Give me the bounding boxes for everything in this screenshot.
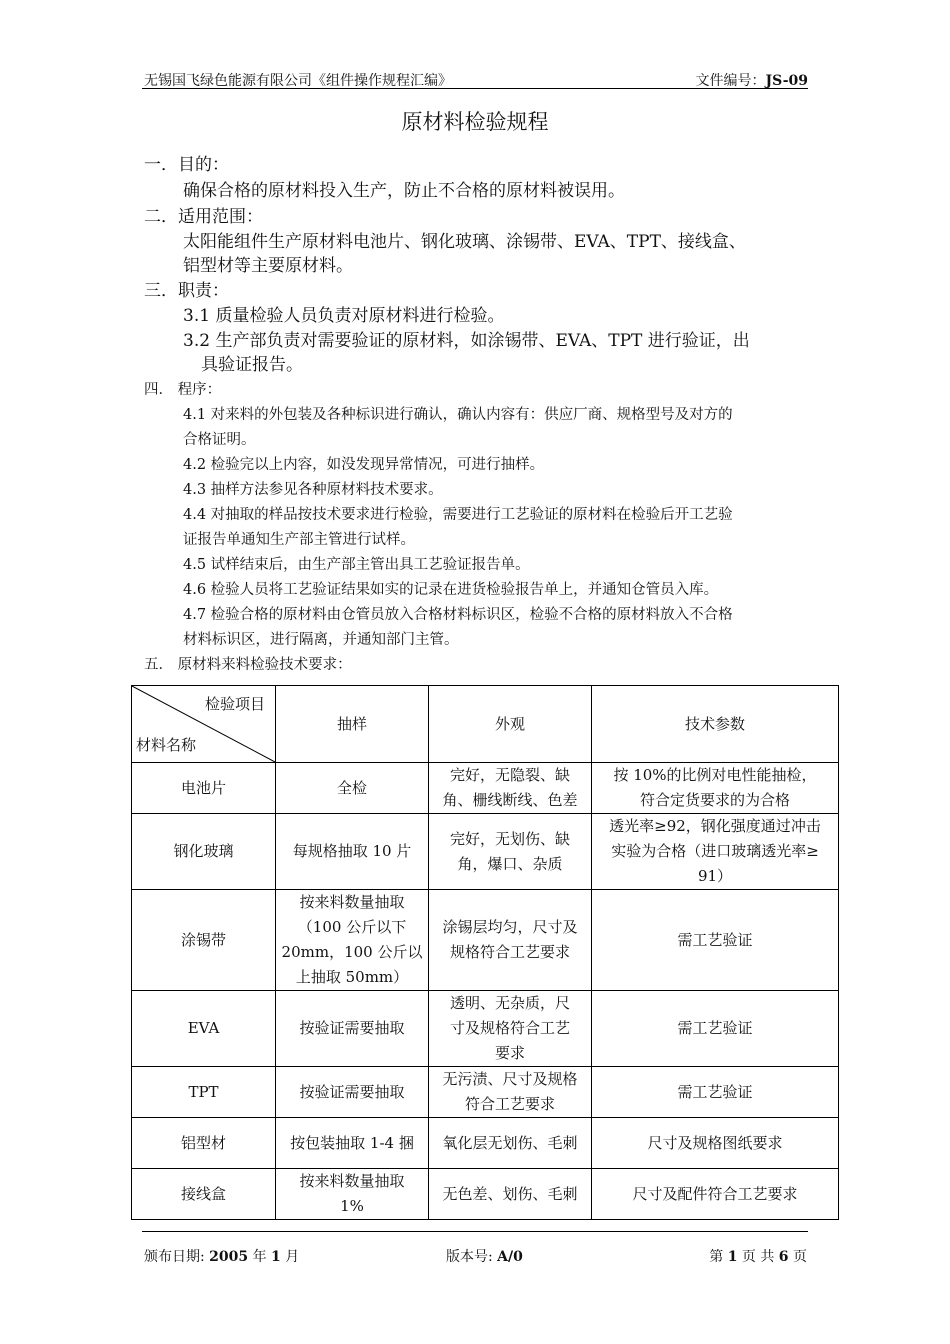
- sampling-cell: [276, 814, 429, 890]
- date-year-unit: 年: [252, 1249, 267, 1265]
- section-4-item-7-line2: 材料标识区，进行隔离，并通知部门主管。: [183, 632, 459, 648]
- section-3-item-2-line1: 3.2 生产部负责对需要验证的原材料，如涂锡带、EVA、TPT 进行验证，出: [183, 331, 750, 351]
- page-current: 1: [727, 1249, 738, 1265]
- cell-line: 角，爆口、杂质: [457, 854, 563, 873]
- cell-line: 全检: [336, 778, 367, 797]
- diagonal-header-cell: [132, 686, 276, 763]
- appearance-cell: [429, 890, 592, 991]
- footer-version: [446, 1246, 523, 1266]
- cell-line: 无色差、划伤、毛刺: [442, 1184, 578, 1203]
- date-year: 2005: [209, 1249, 249, 1265]
- tech-params-cell: [592, 814, 839, 890]
- material-name-cell: 涂锡带: [132, 890, 276, 991]
- cell-line: 涂锡层均匀，尺寸及: [442, 918, 578, 936]
- footer-page-number: [709, 1246, 807, 1266]
- cell-line: 91）: [697, 867, 733, 885]
- cell-line: 尺寸及配件符合工艺要求: [632, 1184, 798, 1203]
- cell-line: 符合工艺要求: [464, 1095, 555, 1113]
- section-4-item-1-line2: 合格证明。: [183, 432, 256, 448]
- cell-line: 透明、无杂质，尺: [449, 994, 570, 1012]
- section-2-text-line1: 太阳能组件生产原材料电池片、钢化玻璃、涂锡带、EVA、TPT、接线盒、: [183, 232, 746, 252]
- cell-line: 尺寸及规格图纸要求: [647, 1133, 783, 1152]
- cell-line: 氧化层无划伤、毛刺: [442, 1133, 578, 1152]
- tech-params-cell: [592, 1118, 839, 1169]
- section-4-heading: 四． 程序：: [144, 382, 222, 398]
- page-mid: 页 共: [741, 1249, 775, 1265]
- section-2-text-line2: 铝型材等主要原材料。: [183, 256, 353, 276]
- section-1-text: 确保合格的原材料投入生产，防止不合格的原材料被误用。: [183, 181, 625, 201]
- sampling-cell: [276, 890, 429, 991]
- section-3-heading: 三．职责：: [144, 281, 229, 301]
- doc-number-label: 文件编号：: [695, 73, 766, 89]
- cell-line: 按来料数量抽取: [299, 893, 405, 911]
- material-name-cell: 钢化玻璃: [132, 814, 276, 890]
- cell-line: （100 公斤以下: [297, 918, 407, 936]
- material-name-cell: 铝型材: [132, 1118, 276, 1169]
- cell-line: 每规格抽取 10 片: [292, 842, 412, 860]
- table-row: [132, 1118, 839, 1169]
- section-2-heading: 二．适用范围：: [144, 207, 263, 227]
- footer-release-date: [144, 1246, 299, 1266]
- diag-header-top: 检验项目: [204, 695, 265, 713]
- cell-line: 需工艺验证: [677, 1019, 753, 1037]
- appearance-cell: [429, 814, 592, 890]
- cell-line: 20mm，100 公斤以: [281, 943, 423, 961]
- cell-line: 透光率≥92，钢化强度通过冲击: [609, 817, 821, 835]
- section-1-heading: 一．目的：: [144, 155, 229, 175]
- cell-line: 需工艺验证: [677, 1082, 753, 1101]
- doc-number-value: JS-09: [765, 73, 808, 89]
- section-4-item-2: 4.2 检验完以上内容，如没发现异常情况，可进行抽样。: [183, 457, 545, 473]
- section-4-item-6: 4.6 检验人员将工艺验证结果如实的记录在进货检验报告单上，并通知仓管员入库。: [183, 582, 719, 598]
- cell-line: 符合定货要求的为合格: [639, 791, 790, 809]
- table-row: [132, 814, 839, 890]
- material-name-cell: TPT: [132, 1067, 276, 1118]
- section-3-item-1: 3.1 质量检验人员负责对原材料进行检验。: [183, 306, 505, 326]
- header-tech-params: 技术参数: [592, 686, 839, 763]
- cell-line: 角、栅线断线、色差: [442, 791, 578, 809]
- date-month: 1: [271, 1249, 281, 1265]
- cell-line: 按来料数量抽取: [299, 1172, 405, 1190]
- header-company: 无锡国飞绿色能源有限公司《组件操作规程汇编》: [144, 73, 452, 89]
- cell-line: 按包装抽取 1-4 捆: [290, 1133, 414, 1152]
- material-name-cell: 接线盒: [132, 1169, 276, 1220]
- tech-params-cell: [592, 1067, 839, 1118]
- header-doc-number: [695, 70, 808, 90]
- section-4-item-1-line1: 4.1 对来料的外包装及各种标识进行确认，确认内容有：供应厂商、规格型号及对方的: [183, 407, 733, 423]
- cell-line: 实验为合格（进口玻璃透光率≥: [611, 842, 819, 860]
- inspection-spec-table: [131, 685, 839, 1220]
- cell-line: 完好，无划伤、缺: [449, 829, 570, 848]
- header-appearance: 外观: [429, 686, 592, 763]
- page-total: 6: [778, 1249, 789, 1265]
- table-row: [132, 890, 839, 991]
- appearance-cell: [429, 991, 592, 1067]
- section-4-item-4-line1: 4.4 对抽取的样品按技术要求进行检验，需要进行工艺验证的原材料在检验后开工艺验: [183, 507, 733, 523]
- cell-line: 寸及规格符合工艺: [449, 1019, 570, 1037]
- header-sampling: 抽样: [276, 686, 429, 763]
- table-header-row: [132, 686, 839, 763]
- document-title: 原材料检验规程: [401, 110, 549, 134]
- table-row: [132, 1067, 839, 1118]
- cell-line: 完好，无隐裂、缺: [449, 766, 570, 784]
- sampling-cell: [276, 991, 429, 1067]
- cell-line: 按验证需要抽取: [299, 1019, 405, 1037]
- tech-params-cell: [592, 763, 839, 814]
- version-label: 版本号:: [446, 1249, 493, 1265]
- tech-params-cell: [592, 890, 839, 991]
- section-4-item-5: 4.5 试样结束后，由生产部主管出具工艺验证报告单。: [183, 557, 530, 573]
- cell-line: 规格符合工艺要求: [449, 943, 570, 961]
- cell-line: 需工艺验证: [677, 930, 753, 949]
- cell-line: 上抽取 50mm）: [295, 968, 409, 986]
- material-name-cell: 电池片: [132, 763, 276, 814]
- cell-line: 按 10%的比例对电性能抽检，: [613, 766, 817, 784]
- appearance-cell: [429, 1067, 592, 1118]
- appearance-cell: [429, 763, 592, 814]
- section-5-heading: 五． 原材料来料检验技术要求：: [144, 657, 352, 673]
- table-row: [132, 763, 839, 814]
- page-suffix: 页: [793, 1249, 807, 1265]
- date-label: 颁布日期:: [144, 1249, 205, 1265]
- diag-header-bottom: 材料名称: [136, 736, 197, 754]
- cell-line: 要求: [494, 1044, 525, 1062]
- material-name-cell: EVA: [132, 991, 276, 1067]
- section-4-item-4-line2: 证报告单通知生产部主管进行试样。: [183, 532, 415, 548]
- sampling-cell: [276, 1169, 429, 1220]
- appearance-cell: [429, 1118, 592, 1169]
- section-4-item-3: 4.3 抽样方法参见各种原材料技术要求。: [183, 482, 443, 498]
- tech-params-cell: [592, 1169, 839, 1220]
- table-row: [132, 991, 839, 1067]
- header-rule: [142, 88, 808, 89]
- footer-rule: [142, 1231, 808, 1232]
- sampling-cell: [276, 1067, 429, 1118]
- section-3-item-2-line2: 具验证报告。: [201, 355, 303, 375]
- date-month-unit: 月: [285, 1249, 300, 1265]
- sampling-cell: [276, 1118, 429, 1169]
- cell-line: 1%: [340, 1197, 364, 1215]
- section-4-item-7-line1: 4.7 检验合格的原材料由仓管员放入合格材料标识区，检验不合格的原材料放入不合格: [183, 607, 733, 623]
- cell-line: 无污渍、尺寸及规格: [442, 1070, 578, 1088]
- table-row: [132, 1169, 839, 1220]
- version-value: A/0: [497, 1249, 523, 1265]
- tech-params-cell: [592, 991, 839, 1067]
- page-prefix: 第: [709, 1249, 724, 1265]
- cell-line: 按验证需要抽取: [299, 1082, 405, 1101]
- appearance-cell: [429, 1169, 592, 1220]
- sampling-cell: [276, 763, 429, 814]
